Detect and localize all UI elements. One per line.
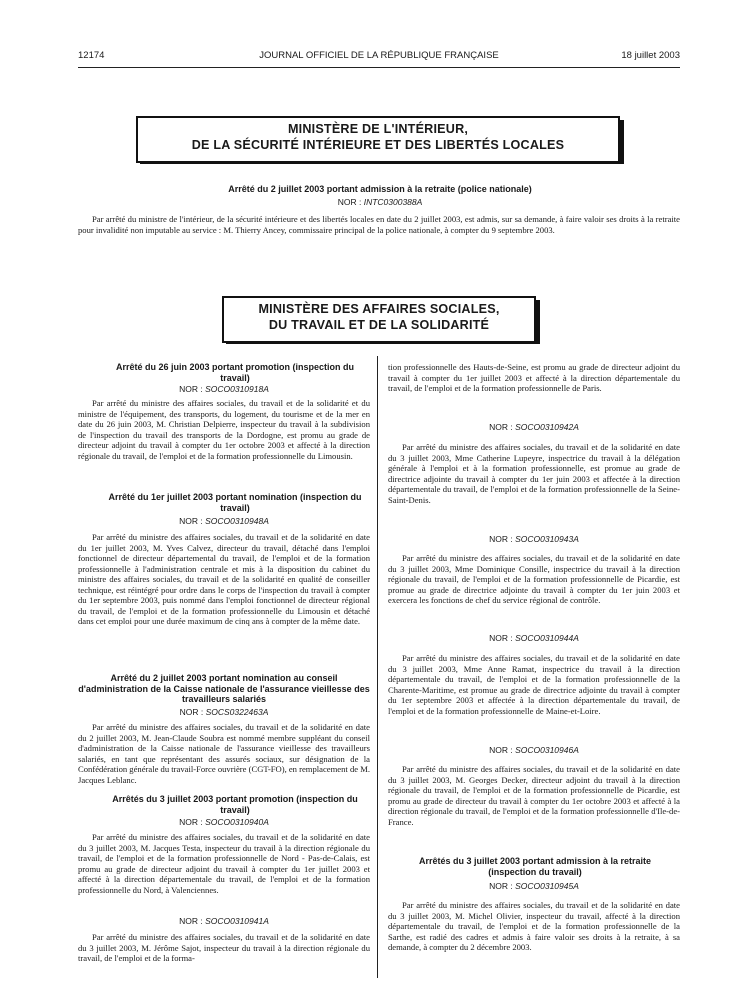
nor-reference: NOR : SOCO0310942A — [489, 422, 579, 432]
nor-reference: NOR : SOCO0310940A — [179, 817, 269, 827]
nor-reference: NOR : SOCO0310941A — [179, 916, 269, 926]
arrete-title: Arrêté du 2 juillet 2003 portant admission à la retraite (police nationale) — [228, 184, 532, 194]
page-header — [78, 50, 680, 64]
nor-reference: NOR : INTC0300388A — [337, 197, 423, 207]
ministry-line-2: DE LA SÉCURITÉ INTÉRIEURE ET DES LIBERTÉS LOCALES — [191, 138, 565, 152]
column-divider — [377, 356, 378, 978]
arrete-text: Par arrêté du ministre des affaires sociales, du travail et de la solidarité en date du 3 juillet 2003, M. Michel Olivier, inspecteur du travail, affecté à la direction départementale du travail, de l'emploi et de la formation professionnelle de la Sarthe, est radié des cadres et admis à faire valoir ses droits à la retraite, à sa demande, à compter du 2 décembre 2003. — [388, 900, 680, 952]
ministry-line-1: MINISTÈRE DES AFFAIRES SOCIALES, — [258, 302, 500, 316]
ministry-line-1: MINISTÈRE DE L'INTÉRIEUR, — [287, 122, 469, 136]
nor-reference: NOR : SOCO0310948A — [179, 516, 269, 526]
nor-reference: NOR : SOCS0322463A — [179, 707, 269, 717]
page-number: 12174 — [78, 50, 105, 61]
arrete-text: Par arrêté du ministre des affaires sociales, du travail et de la solidarité et du ministre de l'équipement, des transports, du logement, du tourisme et de la mer en date du 26 juin 2003, M. Christian Delpierre, inspecteur du travail à la subdivision de l'inspection du travail des transports de la Dordogne, est promu au grade de directeur adjoint du travail à compter du 1er octobre 2003 et affecté à la direction régionale du travail, de l'emploi et de la formation professionnelle du Limousin. — [78, 398, 370, 461]
nor-reference: NOR : SOCO0310946A — [489, 745, 579, 755]
arrete-title: Arrêté du 2 juillet 2003 portant nomination au conseil d'administration de la Caisse nationale de l'assurance vieillesse des travailleurs salariés — [78, 673, 370, 704]
arrete-title: Arrêtés du 3 juillet 2003 portant admission à la retraite (inspection du travail) — [418, 856, 652, 877]
nor-reference: NOR : SOCO0310943A — [489, 534, 579, 544]
ministry-affaires-sociales-box — [222, 296, 536, 343]
header-rule — [78, 67, 680, 68]
arrete-text: Par arrêté du ministre des affaires sociales, du travail et de la solidarité en date du 1er juillet 2003, M. Yves Calvez, directeur du travail, détaché dans l'emploi fonctionnel de directeur départemental du travail, de l'emploi et de la formation professionnelle à l'administration centrale et mis à la disposition du cabinet du ministre des affaires sociales, du travail et de la solidarité en qualité de conseiller technique, est réintégré pour ordre dans le corps de l'inspection du travail à compter du 1er septembre 2003, puis nommé dans l'emploi fonctionnel de directeur régional du travail, de l'emploi et de la formation professionnelle du Limousin et détaché dans cet emploi pour une durée maximum de cinq ans à compter de la même date. — [78, 532, 370, 626]
arrete-text: Par arrêté du ministre des affaires sociales, du travail et de la solidarité en date du 3 juillet 2003, M. Jérôme Sajot, inspecteur du travail à la direction régionale du travail, de l'emploi et de la forma- — [78, 932, 370, 963]
arrete-text: Par arrêté du ministre des affaires sociales, du travail et de la solidarité en date du 2 juillet 2003, M. Jean-Claude Soubra est nommé membre suppléant du conseil d'administration de la Caisse nationale de l'assurance vieillesse des travailleurs salariés, en tant que représentant des assurés sociaux, sur désignation de la Confédération générale du travail-Force ouvrière (CGT-FO), en remplacement de M. Jacques Leblanc. — [78, 722, 370, 785]
arrete-text: Par arrêté du ministre des affaires sociales, du travail et de la solidarité en date du 3 juillet 2003, M. Jacques Testa, inspecteur du travail à la direction régionale du travail, de l'emploi et de la formation professionnelle de Nord - Pas-de-Calais, est promu au grade de directeur adjoint du travail à compter du 1er juillet 2003 et affecté à la direction départementale du travail, de l'emploi et de la formation professionnelle du Nord, à Valenciennes. — [78, 832, 370, 895]
issue-date: 18 juillet 2003 — [621, 50, 680, 61]
arrete-title: Arrêtés du 3 juillet 2003 portant promotion (inspection du travail) — [112, 794, 358, 815]
arrete-title: Arrêté du 1er juillet 2003 portant nomination (inspection du travail) — [108, 492, 362, 513]
nor-reference: NOR : SOCO0310945A — [489, 881, 579, 891]
nor-reference: NOR : SOCO0310918A — [179, 384, 269, 394]
ministry-interieur-box — [136, 116, 620, 163]
arrete-text: Par arrêté du ministre des affaires sociales, du travail et de la solidarité en date du 3 juillet 2003, Mme Anne Ramat, inspectrice du travail à la direction départementale du travail, de l'emploi et de la formation professionnelle de la Charente-Maritime, est promue au grade de directrice adjointe du travail à compter du 1er septembre 2003 et affectée à la direction départementale du travail, de l'emploi et de la formation professionnelle de Maine-et-Loire. — [388, 653, 680, 716]
nor-reference: NOR : SOCO0310944A — [489, 633, 579, 643]
arrete-text: Par arrêté du ministre des affaires sociales, du travail et de la solidarité en date du 3 juillet 2003, Mme Catherine Lupeyre, inspectrice du travail à la délégation générale à l'emploi et à la formation professionnelle, est promue au grade de directrice adjointe du travail à compter du 1er juin 2003 et affectée à la direction départementale du travail, de l'emploi et de la formation professionnelle de la Seine-Saint-Denis. — [388, 442, 680, 505]
journal-title: JOURNAL OFFICIEL DE LA RÉPUBLIQUE FRANÇAISE — [259, 50, 499, 61]
ministry-line-2: DU TRAVAIL ET DE LA SOLIDARITÉ — [268, 318, 490, 332]
arrete-title: Arrêté du 26 juin 2003 portant promotion (inspection du travail) — [115, 362, 355, 383]
arrete-text: Par arrêté du ministre des affaires sociales, du travail et de la solidarité en date du 3 juillet 2003, M. Georges Decker, directeur adjoint du travail à la direction régionale du travail, de l'emploi et de la formation professionnelle de Picardie, est promu au grade de directeur du travail à compter du 1er octobre 2003 et affecté à la direction régionale du travail, de l'emploi et de la formation professionnelle d'Ile-de-France. — [388, 764, 680, 827]
arrete-text: Par arrêté du ministre des affaires sociales, du travail et de la solidarité en date du 3 juillet 2003, Mme Dominique Consille, inspectrice du travail à la direction régionale du travail, de l'emploi et de la formation professionnelle de Picardie, est promue au grade de directrice adjointe du travail à compter du 1er juin 2003 et exercera les fonctions de chef du service régional de contrôle. — [388, 553, 680, 605]
arrete-text-continued: tion professionnelle des Hauts-de-Seine, est promu au grade de directeur adjoint du travail à compter du 1er juillet 2003 et affecté à la direction départementale du travail, de l'emploi et de la formation professionnelle de Paris. — [388, 362, 680, 393]
arrete-text: Par arrêté du ministre de l'intérieur, de la sécurité intérieure et des libertés locales en date du 2 juillet 2003, est admis, sur sa demande, à faire valoir ses droits à la retraite pour invalidité non imputable au service : M. Thierry Ancey, commissaire principal de la police nationale, à compter du 9 septembre 2003. — [78, 214, 680, 235]
